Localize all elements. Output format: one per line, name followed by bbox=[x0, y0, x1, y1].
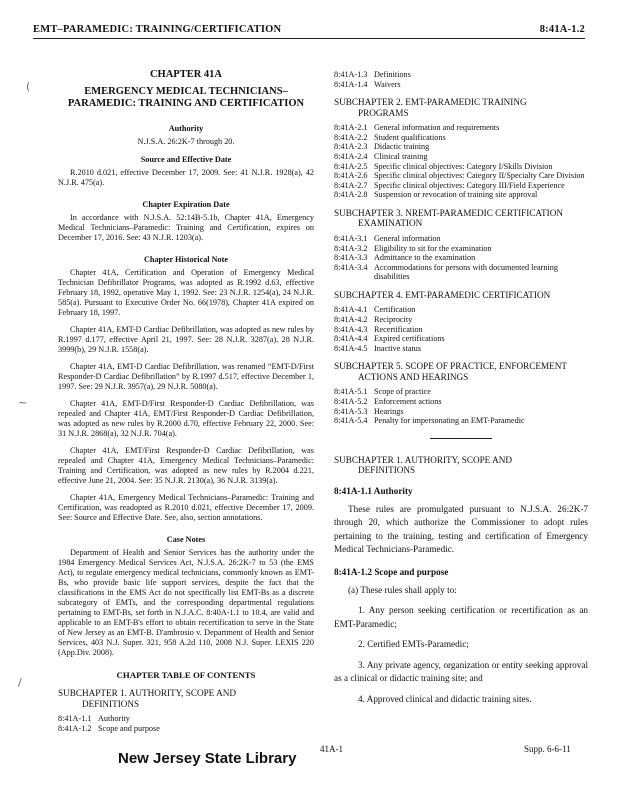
toc-item: 8:41A-2.7 Specific clinical objectives: Category III/Field Experience bbox=[334, 180, 565, 190]
chapter-number: CHAPTER 41A bbox=[149, 69, 223, 80]
body-subchapter-heading: SUBCHAPTER 1. AUTHORITY, SCOPE AND DEFINITIONS bbox=[334, 454, 512, 476]
authority-text: N.J.S.A. 26:2K-7 through 20. bbox=[137, 137, 235, 146]
toc-item: 8:41A-3.4 Accommodations for persons with documented learning disabilities bbox=[334, 262, 558, 282]
page-number: 41A-1 bbox=[320, 744, 343, 754]
toc-item: 8:41A-1.4 Waivers bbox=[334, 79, 401, 89]
toc-item: 8:41A-5.4 Penalty for impersonating an EMT-Paramedic bbox=[334, 416, 525, 426]
toc-subchapter-4: SUBCHAPTER 4. EMT-PARAMEDIC CERTIFICATION bbox=[334, 289, 551, 300]
expiration-heading: Chapter Expiration Date bbox=[142, 200, 230, 209]
section-body-scope bbox=[334, 584, 588, 707]
section-heading-scope: 8:41A-1.2 Scope and purpose bbox=[334, 566, 449, 577]
toc-item: 8:41A-5.2 Enforcement actions bbox=[334, 396, 442, 406]
toc-item: 8:41A-4.3 Recertification bbox=[334, 324, 423, 334]
toc-item: 8:41A-2.8 Suspension or revocation of training site approval bbox=[334, 190, 538, 200]
header-rule bbox=[33, 38, 585, 39]
scope-item: 2. Certified EMTs-Paramedic; bbox=[358, 639, 469, 650]
margin-mark: ~ bbox=[18, 396, 28, 409]
section-body-authority bbox=[334, 503, 588, 557]
scope-intro: (a) These rules shall apply to: bbox=[348, 584, 457, 595]
toc-item: 8:41A-2.3 Didactic training bbox=[334, 142, 430, 152]
toc-item: 8:41A-4.4 Expired certifications bbox=[334, 334, 445, 344]
toc-item: 8:41A-2.4 Clinical training bbox=[334, 151, 428, 161]
toc-item: 8:41A-4.1 Certification bbox=[334, 305, 416, 315]
history-paragraph: Chapter 41A, Certification and Operation of Emergency Medical Technician Defibrillator Programs, was adopted as R.1992 d.63, effective February 18, 1992, operative May 1, 1992. See: 23 N.J.R. 1254(a), 24 N.J.R. 585(a). Pursuant to Executive Order No. 66(1978), Chapter 41A expired on February 18, 1997. bbox=[58, 268, 314, 317]
history-paragraph: Chapter 41A, EMT-D Cardiac Defibrillation, was renamed “EMT-D/First Responder-D Cardiac Defibrillation” by R.1997 d.517, effective December 1, 1997. See: 29 N.J.R. 3957(a), 29 N.J.R. 5080(a). bbox=[58, 362, 314, 391]
running-header bbox=[33, 24, 585, 35]
scope-item: 4. Approved clinical and didactic training sites. bbox=[358, 693, 532, 704]
toc-subchapter-1: SUBCHAPTER 1. AUTHORITY, SCOPE AND DEFINITIONS bbox=[58, 688, 236, 709]
toc-item: 8:41A-2.2 Student qualifications bbox=[334, 132, 446, 142]
toc-heading: CHAPTER TABLE OF CONTENTS bbox=[116, 670, 256, 680]
toc-item: 8:41A-4.5 Inactive status bbox=[334, 343, 422, 353]
toc-item: 8:41A-5.1 Scope of practice bbox=[334, 387, 431, 397]
toc-item: 8:41A-2.1 General information and requirements bbox=[334, 123, 500, 133]
toc-item: 8:41A-1.3 Definitions bbox=[334, 70, 411, 79]
margin-mark: ( bbox=[26, 80, 31, 93]
toc-item: 8:41A-3.2 Eligibility to sit for the examination bbox=[334, 243, 492, 253]
library-name: New Jersey State Library bbox=[118, 750, 297, 767]
history-paragraph: Chapter 41A, EMT-D/First Responder-D Cardiac Defibrillation, was repealed and Chapter 41A, EMT/First Responder-D Cardiac Defibrillation, was adopted as new rules by R.2000 d.70, effective February 22, 2000. See: 31 N.J.R. 2868(a), 32 N.J.R. 704(a). bbox=[58, 399, 314, 438]
header-section: 8:41A-1.2 bbox=[539, 24, 585, 35]
toc-item: 8:41A-1.1 Authority bbox=[58, 714, 130, 723]
toc-item: 8:41A-3.3 Admittance to the examination bbox=[334, 253, 476, 263]
authority-paragraph: These rules are promulgated pursuant to N.J.S.A. 26:2K-7 through 20, which authorize the Commissioner to adopt rules pertaining to the training, testing and certification of Emergency Medical Technicians-Paramedic. bbox=[334, 503, 588, 555]
scope-item: 1. Any person seeking certification or recertification as an EMT-Paramedic; bbox=[334, 605, 588, 629]
header-title: EMT–PARAMEDIC: TRAINING/CERTIFICATION bbox=[33, 24, 282, 35]
source-heading: Source and Effective Date bbox=[140, 155, 232, 164]
chapter-title: EMERGENCY MEDICAL TECHNICIANS– PARAMEDIC: TRAINING AND CERTIFICATION bbox=[67, 86, 305, 109]
authority-heading: Authority bbox=[168, 124, 204, 133]
history-paragraph: Chapter 41A, EMT/First Responder-D Cardiac Defibrillation, was repealed and Chapter 41A, Emergency Medical Technicians–Paramedic: Training and Certification, was adopted as new rules by R.2004 d.221, effective June 21, 2004. See: 35 N.J.R. 2130(a), 36 N.J.R. 3139(a). bbox=[58, 446, 314, 485]
case-notes-text: Department of Health and Senior Services has the authority under the 1984 Emergency Medical Services Act, N.J.S.A. 26:2K-7 to 53 (the EMS Act), to regulate emergency medical technicians, commonly known as EMT-Bs, who provide basic life support services, despite the fact that the classifications in the EMS Act do not specifically list EMT-Bs as a discrete subcategory of EMTs, and the corresponding departmental regulations pertaining to EMT-Bs, set forth in N.J.A.C. 8:40A-1.1 to 10.4, are valid and applicable to an EMT-B's effort to obtain recertification to serve in the State of New Jersey as an EMT-B. D'ambrosio v. Department of Health and Senior Services, 403 N.J. Super. 321, 958 A.2d 110, 2008 N.J. Super. LEXIS 220 (App.Div. 2008). bbox=[58, 548, 314, 657]
right-column bbox=[334, 52, 588, 713]
toc-item: 8:41A-2.6 Specific clinical objectives: Category II/Specialty Care Division bbox=[334, 171, 585, 181]
case-notes-heading: Case Notes bbox=[166, 535, 206, 544]
toc-item: 8:41A-3.1 General information bbox=[334, 233, 441, 243]
history-heading: Chapter Historical Note bbox=[144, 255, 228, 264]
toc-subchapter-3: SUBCHAPTER 3. NREMT-PARAMEDIC CERTIFICATION EXAMINATION bbox=[334, 207, 563, 229]
toc-item: 8:41A-5.3 Hearings bbox=[334, 406, 404, 416]
toc-item: 8:41A-1.2 Scope and purpose bbox=[58, 723, 160, 733]
left-column bbox=[58, 52, 314, 733]
section-heading-authority: 8:41A-1.1 Authority bbox=[334, 485, 413, 496]
supplement-date: Supp. 6-6-11 bbox=[524, 744, 571, 754]
expiration-text: In accordance with N.J.S.A. 52:14B-5.1b, Chapter 41A, Emergency Medical Technicians–Paramedic: Training and Certification, expires on December 17, 2016. See: 43 N.J.R. 1203(a). bbox=[58, 213, 314, 242]
toc-item: 8:41A-4.2 Reciprocity bbox=[334, 315, 413, 324]
margin-mark: / bbox=[18, 676, 22, 689]
scope-item: 3. Any private agency, organization or entity seeking approval as a clinical or didactic training site; and bbox=[334, 659, 588, 684]
toc-subchapter-5: SUBCHAPTER 5. SCOPE OF PRACTICE, ENFORCEMENT ACTIONS AND HEARINGS bbox=[334, 361, 568, 382]
source-text: R.2010 d.021, effective December 17, 2009. See: 41 N.J.R. 1928(a), 42 N.J.R. 475(a). bbox=[58, 168, 314, 187]
toc-item: 8:41A-2.5 Specific clinical objectives: Category I/Skills Division bbox=[334, 161, 553, 171]
toc-subchapter-2: SUBCHAPTER 2. EMT-PARAMEDIC TRAINING PROGRAMS bbox=[334, 97, 527, 118]
section-divider bbox=[430, 438, 492, 439]
history-paragraph: Chapter 41A, EMT-D Cardiac Defibrillation, was adopted as new rules by R.1997 d.177, effective April 21, 1997. See: 28 N.J.R. 3287(a), 28 N.J.R. 3999(b), 29 N.J.R. 1558(a). bbox=[58, 325, 314, 354]
history-paragraph: Chapter 41A, Emergency Medical Technicians–Paramedic: Training and Certification, was readopted as R.2010 d.021, effective December 17, 2009. See: Source and Effective Date. See, also, section annotations. bbox=[58, 493, 314, 522]
